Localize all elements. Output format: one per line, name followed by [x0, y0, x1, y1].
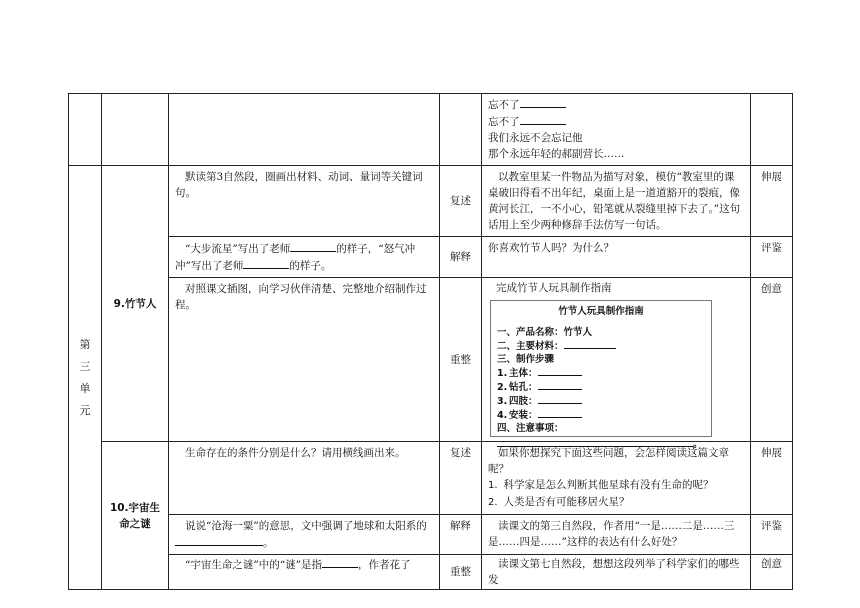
question-text: “大步流星”写出了老师 的样子，“怒气冲冲”写出了老师 的样子。	[169, 237, 440, 278]
lesson-cell-top	[102, 94, 169, 166]
poem-line: 忘不了	[488, 96, 744, 113]
task-text: 如果你想探究下面这些问题，会怎样阅读这篇文章呢？	[488, 447, 729, 475]
task-text: 读课文第七自然段，想想这段列举了科学家们的哪些发	[482, 555, 751, 590]
unit-cell	[69, 166, 102, 590]
task-cell-top	[482, 94, 751, 166]
level-label: 创意	[751, 278, 793, 442]
poem-line: 那个永远年轻的郝副营长……	[488, 148, 625, 160]
task-text: 以教室里某一件物品为描写对象，模仿“教室里的课桌破旧得看不出年纪，桌面上是一道道豁开的裂痕，像黄河长江，一不小心，铅笔就从裂缝里掉下去了。”这句话用上至少两种修辞手法仿写一句话。	[482, 166, 751, 237]
guide-notes-line: 。	[497, 435, 705, 451]
table-row	[69, 278, 793, 442]
table-row	[69, 166, 793, 237]
type-cell-top	[440, 94, 482, 166]
lesson-plan-table	[68, 93, 793, 590]
level-label: 评鉴	[751, 515, 793, 555]
table-row	[69, 94, 793, 166]
list-item: 1. 科学家是怎么判断其他星球有没有生命的呢？	[488, 479, 714, 491]
question-type: 复述	[440, 442, 482, 515]
level-label: 伸展	[751, 442, 793, 515]
lesson-title: 9.竹节人	[102, 166, 169, 442]
question-text: 说说“沧海一粟”的意思，文中强调了地球和太阳系的 。	[169, 515, 440, 555]
production-guide-box	[490, 300, 712, 450]
table-row	[69, 515, 793, 555]
question-type: 解释	[440, 515, 482, 555]
question-text: 默读第3自然段，圈画出材料、动词、量词等关键词句。	[169, 166, 440, 237]
level-label: 创意	[751, 555, 793, 590]
question-type: 复述	[440, 166, 482, 237]
guide-product: 一、产品名称：竹节人	[497, 327, 593, 338]
guide-step: 4. 安装：	[497, 408, 705, 422]
guide-step: 1. 主体：	[497, 366, 705, 380]
lesson-title: 10.宇宙生命之谜	[102, 442, 169, 590]
unit-cell-top	[69, 94, 102, 166]
task-text: 完成竹节人玩具制作指南	[496, 282, 612, 294]
question-cell-top	[169, 94, 440, 166]
question-text: 对照课文插图，向学习伙伴清楚、完整地介绍制作过程。	[169, 278, 440, 442]
task-text: 读课文的第三自然段，作者用“一是……二是……三是……四是……”这样的表达有什么好处？	[482, 515, 751, 555]
question-text: “宇宙生命之谜”中的“谜”是指 ，作者花了	[169, 555, 440, 590]
question-text: 生命存在的条件分别是什么？请用横线画出来。	[169, 442, 440, 515]
table-row	[69, 442, 793, 515]
question-type: 重整	[440, 555, 482, 590]
question-type: 重整	[440, 278, 482, 442]
task-text: 你喜欢竹节人吗？为什么？	[482, 237, 751, 278]
table-row	[69, 555, 793, 590]
guide-steps-heading: 三、制作步骤	[497, 354, 555, 365]
poem-line: 忘不了	[488, 113, 744, 130]
table-row	[69, 237, 793, 278]
poem-line: 我们永远不会忘记他	[488, 132, 583, 144]
level-label: 伸展	[751, 166, 793, 237]
task-cell-guide	[482, 278, 751, 450]
guide-step: 3. 四肢：	[497, 394, 705, 408]
level-cell-top	[751, 94, 793, 166]
unit-label: 第 三 单 元	[79, 337, 91, 417]
guide-step: 2. 钻孔：	[497, 380, 705, 394]
guide-notes: 四、注意事项：	[497, 423, 564, 434]
list-item: 2. 人类是否有可能移居火星？	[488, 496, 630, 508]
level-label: 评鉴	[751, 237, 793, 278]
task-cell	[482, 442, 751, 515]
guide-title: 竹节人玩具制作指南	[558, 306, 644, 317]
guide-materials: 二、主要材料：	[497, 339, 705, 353]
question-type: 解释	[440, 237, 482, 278]
